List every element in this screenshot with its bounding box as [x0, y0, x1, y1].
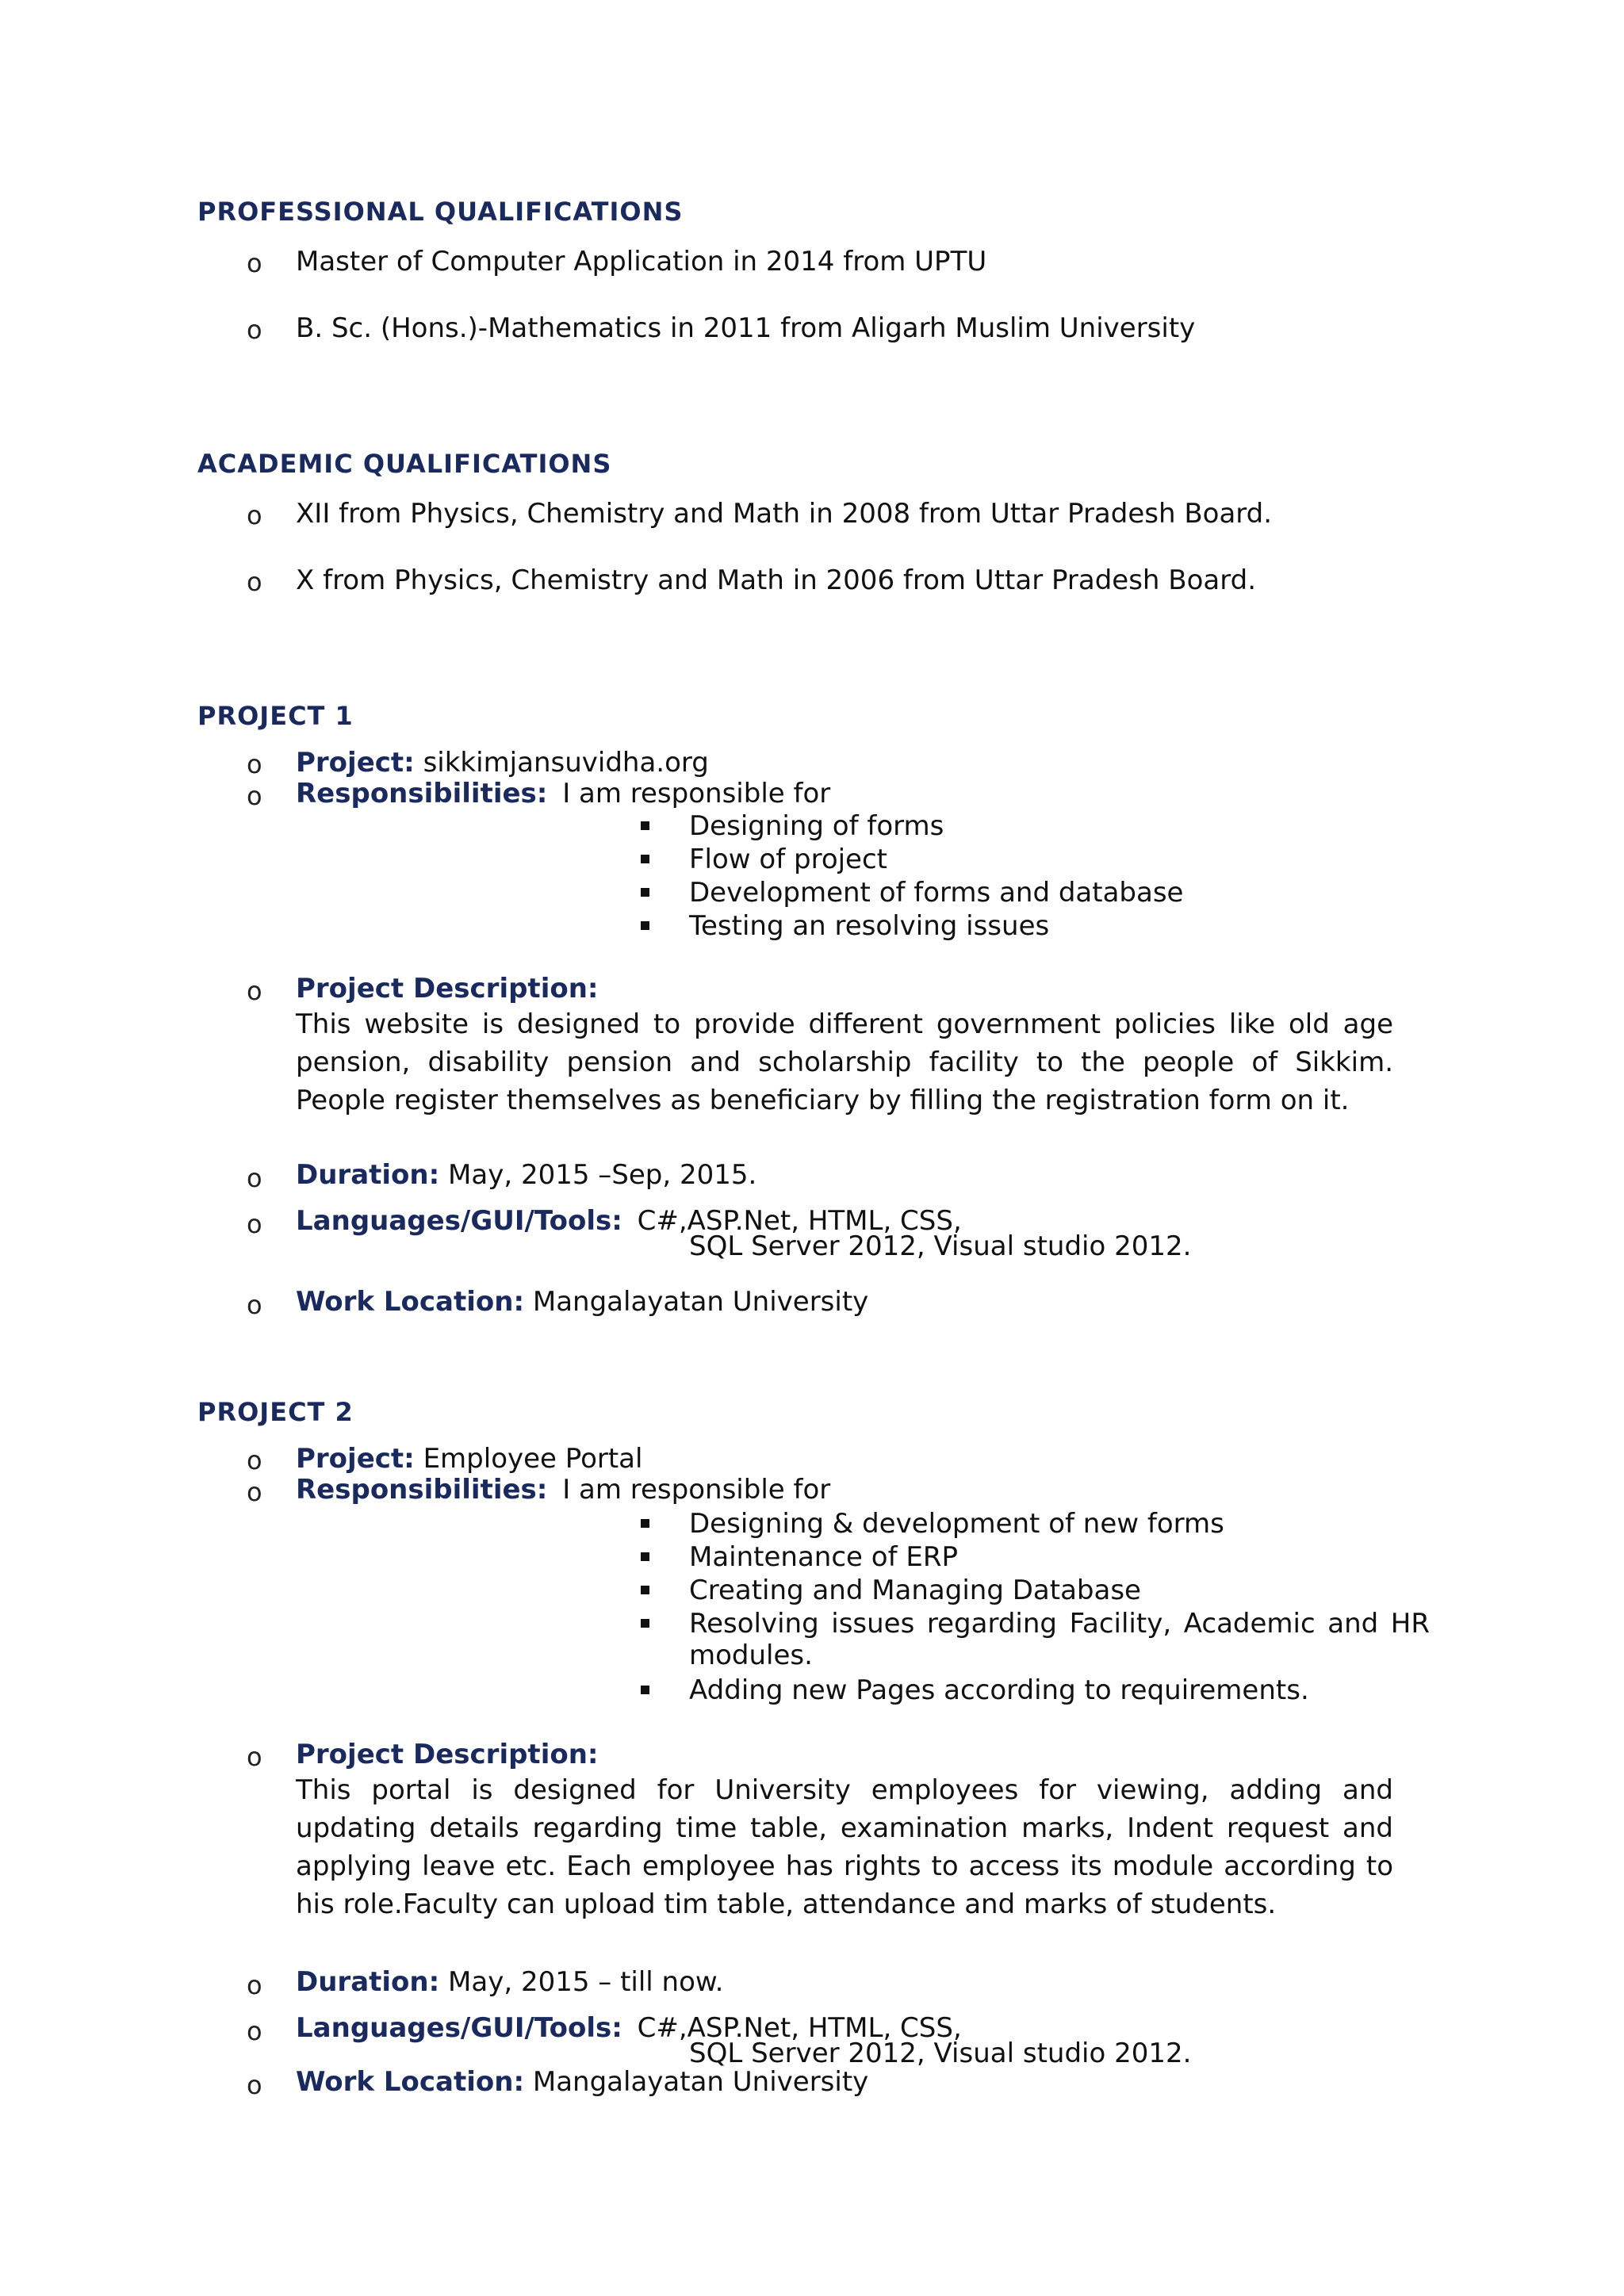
location-label: Work Location:: [296, 2066, 525, 2098]
list-item: X from Physics, Chemistry and Math in 2006 from Uttar Pradesh Board.: [296, 564, 1257, 596]
list-item: B. Sc. (Hons.)-Mathematics in 2011 from Aligarh Muslim University: [296, 312, 1196, 344]
languages-label: Languages/GUI/Tools:: [296, 2012, 622, 2044]
list-bullet: o: [247, 1970, 262, 2000]
square-bullet-icon: [641, 888, 649, 897]
project2-description-label: Project Description:: [296, 1739, 599, 1770]
responsibility-item: Testing an resolving issues: [689, 910, 1050, 942]
square-bullet-icon: [641, 1586, 649, 1594]
list-bullet: o: [247, 1477, 262, 1507]
list-bullet: o: [247, 567, 262, 597]
responsibility-item: Creating and Managing Database: [689, 1575, 1141, 1606]
project2-description: This portal is designed for University employees for viewing, adding and updating details regarding time table, examination marks, Indent request and applying leave etc. Each employee has rights to access its module according to his role.Faculty can upload tim table, attendance and marks of students.: [296, 1774, 1393, 1920]
responsibility-item-cont: modules.: [689, 1640, 813, 1671]
duration-label: Duration:: [296, 1159, 440, 1191]
project1-description: This website is designed to provide different government policies like old age pension, disability pension and scholarship facility to the people of Sikkim. People register themselves as beneficiary by filling the registration form on it.: [296, 1008, 1393, 1116]
list-bullet: o: [247, 781, 262, 811]
responsibilities-label: Responsibilities:: [296, 1474, 548, 1506]
academic-qualifications-heading: ACADEMIC QUALIFICATIONS: [197, 449, 612, 479]
project2-duration: [296, 1966, 723, 1998]
project1-duration: [296, 1159, 756, 1191]
responsibility-item: Resolving issues regarding Facility, Academic and HR: [689, 1608, 1430, 1640]
project1-responsibilities: [296, 778, 830, 809]
square-bullet-icon: [641, 1686, 649, 1694]
list-bullet: o: [247, 2070, 262, 2100]
square-bullet-icon: [641, 921, 649, 930]
location-value: Mangalayatan University: [532, 1286, 869, 1318]
list-item: Master of Computer Application in 2014 from UPTU: [296, 246, 987, 277]
project2-responsibilities: [296, 1474, 830, 1506]
square-bullet-icon: [641, 1619, 649, 1628]
responsibilities-intro: I am responsible for: [562, 1474, 831, 1506]
professional-qualifications-heading: PROFESSIONAL QUALIFICATIONS: [197, 197, 684, 227]
square-bullet-icon: [641, 1552, 649, 1561]
list-bullet: o: [247, 1163, 262, 1193]
responsibility-item: Adding new Pages according to requirements.: [689, 1674, 1309, 1706]
languages-value: C#,ASP.Net, HTML, CSS,: [637, 2012, 962, 2044]
project1-heading: PROJECT 1: [197, 701, 354, 731]
responsibility-item: Designing of forms: [689, 810, 944, 842]
square-bullet-icon: [641, 821, 649, 830]
location-value: Mangalayatan University: [532, 2066, 869, 2098]
languages-label: Languages/GUI/Tools:: [296, 1205, 622, 1237]
project-label: Project:: [296, 1443, 415, 1475]
list-bullet: o: [247, 1290, 262, 1320]
duration-value: May, 2015 –Sep, 2015.: [448, 1159, 757, 1191]
list-bullet: o: [247, 500, 262, 530]
duration-value: May, 2015 – till now.: [448, 1966, 724, 1998]
list-bullet: o: [247, 1445, 262, 1475]
responsibility-item: Development of forms and database: [689, 877, 1184, 909]
project1-location: [296, 1286, 868, 1318]
list-item: XII from Physics, Chemistry and Math in 2008 from Uttar Pradesh Board.: [296, 498, 1273, 530]
responsibility-item: Flow of project: [689, 844, 888, 875]
list-bullet: o: [247, 976, 262, 1006]
project-value: sikkimjansuvidha.org: [423, 747, 709, 779]
responsibilities-label: Responsibilities:: [296, 778, 548, 809]
responsibilities-intro: I am responsible for: [562, 778, 831, 809]
project-label: Project:: [296, 747, 415, 779]
project1-name: [296, 747, 709, 779]
square-bullet-icon: [641, 855, 649, 863]
location-label: Work Location:: [296, 1286, 525, 1318]
square-bullet-icon: [641, 1519, 649, 1528]
project1-languages-cont: SQL Server 2012, Visual studio 2012.: [689, 1230, 1192, 1262]
project2-location: [296, 2066, 868, 2098]
project2-heading: PROJECT 2: [197, 1397, 354, 1427]
list-bullet: o: [247, 315, 262, 345]
project2-name: [296, 1443, 642, 1475]
list-bullet: o: [247, 1742, 262, 1772]
project2-languages-cont: SQL Server 2012, Visual studio 2012.: [689, 2038, 1192, 2069]
languages-value: C#,ASP.Net, HTML, CSS,: [637, 1205, 962, 1237]
duration-label: Duration:: [296, 1966, 440, 1998]
list-bullet: o: [247, 2016, 262, 2046]
list-bullet: o: [247, 248, 262, 278]
list-bullet: o: [247, 749, 262, 779]
list-bullet: o: [247, 1209, 262, 1239]
project1-description-label: Project Description:: [296, 973, 599, 1004]
project-value: Employee Portal: [423, 1443, 643, 1475]
responsibility-item: Maintenance of ERP: [689, 1541, 958, 1573]
responsibility-item: Designing & development of new forms: [689, 1508, 1224, 1540]
